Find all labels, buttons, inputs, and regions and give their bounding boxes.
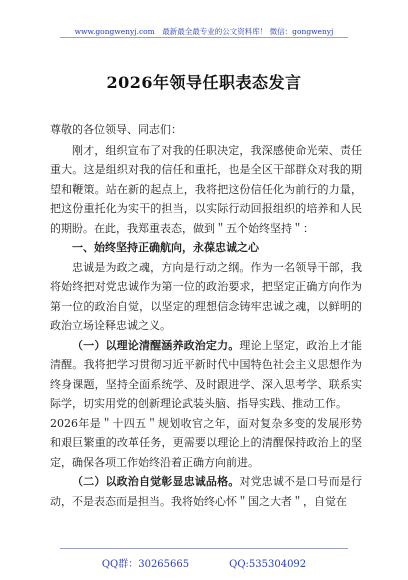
- subheading: （二）以政治自觉彰显忠诚品格。: [72, 475, 240, 488]
- header-divider: [60, 37, 348, 38]
- paragraph: 2026年是＂十四五＂规划收官之年，面对复杂多变的发展形势和艰巨繁重的改革任务，更需要以理论上的清醒保持政治上的坚定，确保各项工作始终沿着正确方向前进。: [50, 416, 362, 469]
- document-title: 2026年领导任职表态发言: [106, 73, 302, 92]
- footer-divider: [60, 548, 348, 549]
- footer-qq: QQ:535304092: [229, 559, 307, 570]
- paragraph: 忠诚是为政之魂，方向是行动之纲。作为一名领导干部，我将始终把对党忠诚作为第一位的政治要求，把坚定正确方向作为第一位的政治自觉，以坚定的理想信念铸牢忠诚之魂，以鲜明的政治立场诠释忠诚之义。: [50, 260, 362, 332]
- section-heading: 一、始终坚持正确航向，永葆忠诚之心: [72, 241, 259, 254]
- paragraph-text: 理论上坚定，政治上才能清醒。我将把学习贯彻习近平新时代中国特色社会主义思想作为终身课题，坚持全面系统学、及时跟进学、深入思考学、联系实际学，切实用党的创新理论武装头脑、指导实践、推动工作。: [50, 338, 363, 410]
- paragraph: [50, 472, 362, 511]
- header-text: www.gongwenyj.com 最新最全最专业的公文资料库！ 微信：gongwenyj: [74, 27, 334, 36]
- footer-qq-group: QQ群：30265665: [101, 559, 190, 570]
- paragraph: 刚才，组织宣布了对我的任职决定，我深感使命光荣、责任重大。这是组织对我的信任和重托，也是全区干部群众对我的期望和鞭策。站在新的起点上，我将把这份信任化为前行的力量，把这份重托化为实干的担当，以实际行动回报组织的培养和人民的期盼。在此，我郑重表态，做到＂五个始终坚持＂：: [50, 143, 362, 235]
- document-body: [50, 120, 362, 511]
- salutation: 尊敬的各位领导、同志们：: [50, 123, 182, 136]
- page-header: [0, 0, 408, 40]
- page-footer: [0, 555, 408, 570]
- subheading: （一）以理论清醒涵养政治定力。: [72, 338, 240, 352]
- paragraph-text: 对党忠诚不是口号而是行动，不是表态而是担当。我将始终心怀＂国之大者＂，自觉在: [50, 475, 363, 508]
- paragraph: [50, 336, 362, 414]
